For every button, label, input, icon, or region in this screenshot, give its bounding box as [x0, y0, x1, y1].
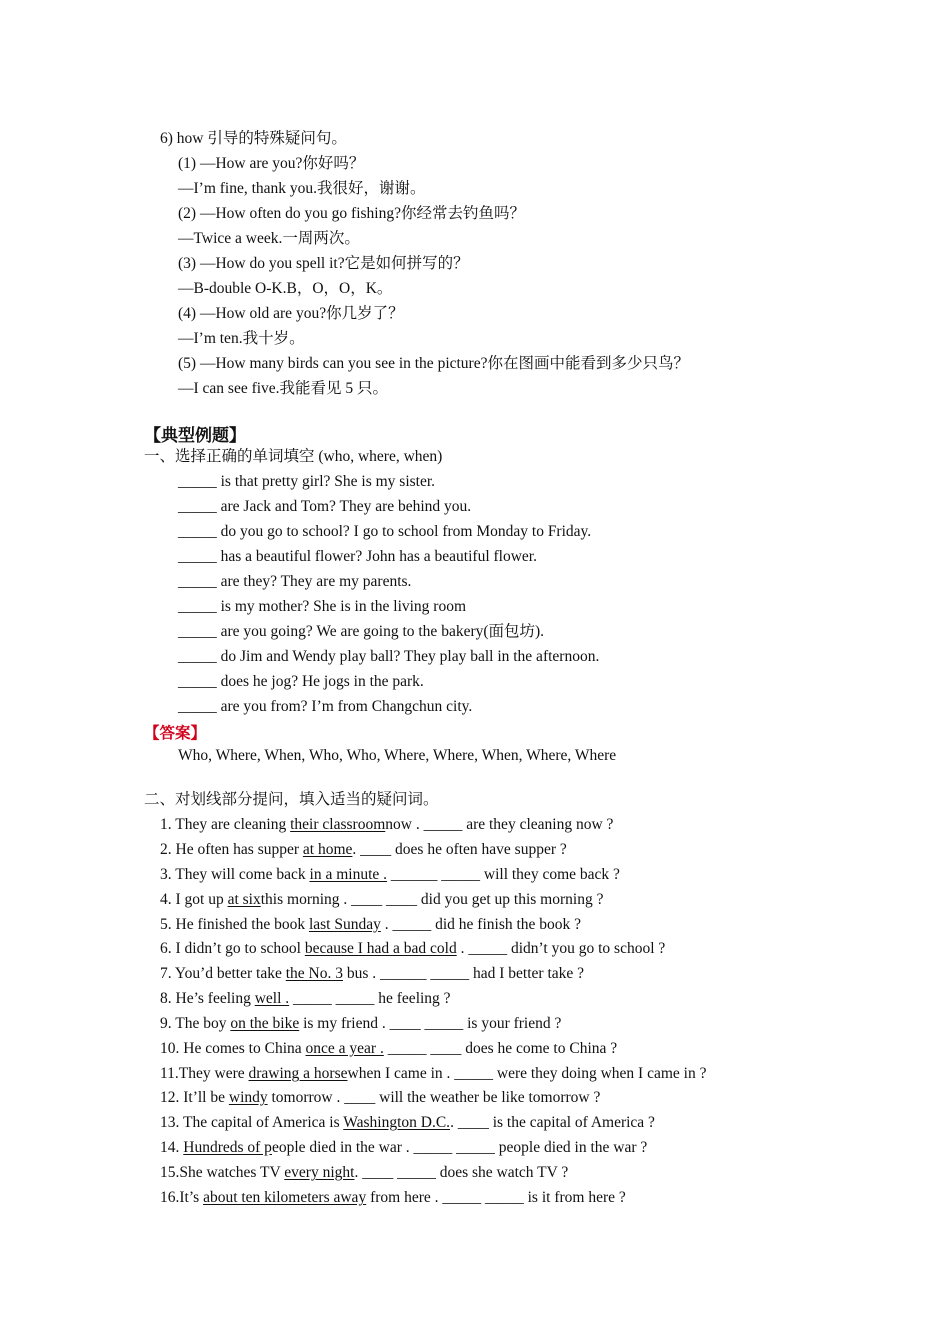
question-text: . ____ does he often have supper ?: [352, 841, 567, 858]
question-text: from here . _____ _____ is it from here ?: [366, 1189, 626, 1206]
question-text: now . _____ are they cleaning now ?: [385, 816, 614, 833]
question-text: 8. He’s feeling: [160, 990, 255, 1007]
question-text: 2. He often has supper: [160, 841, 303, 858]
question-item: [160, 1163, 568, 1183]
underlined-part: their classroom: [290, 816, 386, 833]
underlined-part: once a year .: [305, 1040, 384, 1057]
underlined-part: because I had a bad cold: [304, 940, 457, 957]
exercise-item: _____ are you from? I’m from Changchun city.: [178, 698, 473, 715]
question-text: 1. They are cleaning: [160, 816, 291, 833]
question-text: 3. They will come back: [160, 866, 310, 883]
question-item: [160, 1188, 626, 1208]
question-item: [160, 939, 665, 959]
question-text: ______ _____ will they come back ?: [387, 866, 620, 883]
answer-text: Who, Where, When, Who, Who, Where, Where, When, Where, Where: [178, 747, 617, 764]
underlined-part: in a minute .: [309, 866, 388, 883]
question-item: [160, 865, 620, 885]
exercise-item: _____ is that pretty girl? She is my sister.: [178, 473, 436, 490]
underlined-part: windy: [228, 1089, 268, 1106]
question-text: . _____ did he finish the book ?: [380, 916, 582, 933]
dialog-line: (1) —How are you?你好吗？: [178, 155, 365, 172]
exercise-item: _____ are Jack and Tom? They are behind you.: [178, 498, 472, 515]
question-text: 7. You’d better take: [160, 965, 286, 982]
question-text: 12. It’ll be: [160, 1089, 229, 1106]
question-item: [160, 1113, 655, 1133]
question-text: 4. I got up: [160, 891, 228, 908]
underlined-part: every night: [284, 1164, 355, 1181]
question-item: [160, 815, 613, 835]
question-text: 9. The boy: [160, 1015, 231, 1032]
dialog-line: —Twice a week.一周两次。: [178, 230, 360, 247]
question-text: this morning . ____ ____ did you get up this morning ?: [260, 891, 604, 908]
underlined-part: at six: [227, 891, 261, 908]
question-text: 14.: [160, 1139, 184, 1156]
dialog-line: —I’m ten.我十岁。: [178, 330, 305, 347]
question-text: 6. I didn’t go to school: [160, 940, 305, 957]
question-text: 13. The capital of America is: [160, 1114, 344, 1131]
question-text: _____ _____ he feeling ?: [289, 990, 451, 1007]
dialog-line: (4) —How old are you?你几岁了？: [178, 305, 404, 322]
question-item: [160, 989, 451, 1009]
dialog-line: —I’m fine, thank you.我很好，谢谢。: [178, 180, 426, 197]
exercise-item: _____ does he jog? He jogs in the park.: [178, 673, 424, 690]
examples-heading: 【典型例题】: [144, 426, 246, 446]
question-item: [160, 1014, 561, 1034]
underlined-part: the No. 3: [285, 965, 343, 982]
question-text: _____ ____ does he come to China ?: [383, 1040, 618, 1057]
dialog-line: (5) —How many birds can you see in the picture?你在图画中能看到多少只鸟？: [178, 355, 689, 372]
question-item: [160, 1088, 600, 1108]
dialog-line: (3) —How do you spell it?它是如何拼写的？: [178, 255, 469, 272]
question-text: . ____ is the capital of America ?: [450, 1114, 655, 1131]
underlined-part: at home: [302, 841, 353, 858]
underlined-part: Hundreds of p: [183, 1139, 272, 1156]
underlined-part: well .: [254, 990, 290, 1007]
question-text: 16.It’s: [160, 1189, 204, 1206]
exercise-item: _____ is my mother? She is in the living room: [178, 598, 467, 615]
dialog-line: —I can see five.我能看见 5 只。: [178, 380, 389, 397]
question-text: bus . ______ _____ had I better take ?: [342, 965, 585, 982]
question-text: 15.She watches TV: [160, 1164, 285, 1181]
part2-title: 二、对划线部分提问，填入适当的疑问词。: [144, 791, 439, 808]
underlined-part: on the bike: [230, 1015, 300, 1032]
question-text: 5. He finished the book: [160, 916, 309, 933]
question-text: 11.They were: [160, 1065, 249, 1082]
exercise-item: _____ has a beautiful flower? John has a beautiful flower.: [178, 548, 537, 565]
question-item: [160, 890, 603, 910]
section-title: 6) how 引导的特殊疑问句。: [160, 130, 347, 147]
dialog-line: (2) —How often do you go fishing?你经常去钓鱼吗？: [178, 205, 525, 222]
underlined-part: last Sunday: [308, 916, 381, 933]
question-text: eople died in the war . _____ _____ people died in the war ?: [271, 1139, 648, 1156]
exercise-item: _____ are they? They are my parents.: [178, 573, 412, 590]
answer-label: 【答案】: [144, 724, 207, 742]
question-item: [160, 1039, 617, 1059]
dialog-line: —B-double O-K.B，O，O，K。: [178, 280, 393, 297]
exercise-item: _____ are you going? We are going to the bakery(面包坊).: [178, 623, 545, 640]
question-text: 10. He comes to China: [160, 1040, 306, 1057]
question-item: [160, 915, 581, 935]
question-text: tomorrow . ____ will the weather be like tomorrow ?: [267, 1089, 601, 1106]
exercise-item: _____ do Jim and Wendy play ball? They play ball in the afternoon.: [178, 648, 600, 665]
part1-title: 一、选择正确的单词填空 (who, where, when): [144, 448, 443, 465]
underlined-part: about ten kilometers away: [203, 1189, 367, 1206]
underlined-part: drawing a horse: [248, 1065, 348, 1082]
underlined-part: Washington D.C.: [343, 1114, 451, 1131]
question-item: [160, 840, 567, 860]
question-item: [160, 1138, 647, 1158]
question-text: is my friend . ____ _____ is your friend ?: [299, 1015, 562, 1032]
question-text: . ____ _____ does she watch TV ?: [354, 1164, 569, 1181]
question-text: . _____ didn’t you go to school ?: [456, 940, 666, 957]
question-item: [160, 1064, 706, 1084]
question-item: [160, 964, 584, 984]
exercise-item: _____ do you go to school? I go to school from Monday to Friday.: [178, 523, 592, 540]
question-text: when I came in . _____ were they doing when I came in ?: [347, 1065, 707, 1082]
